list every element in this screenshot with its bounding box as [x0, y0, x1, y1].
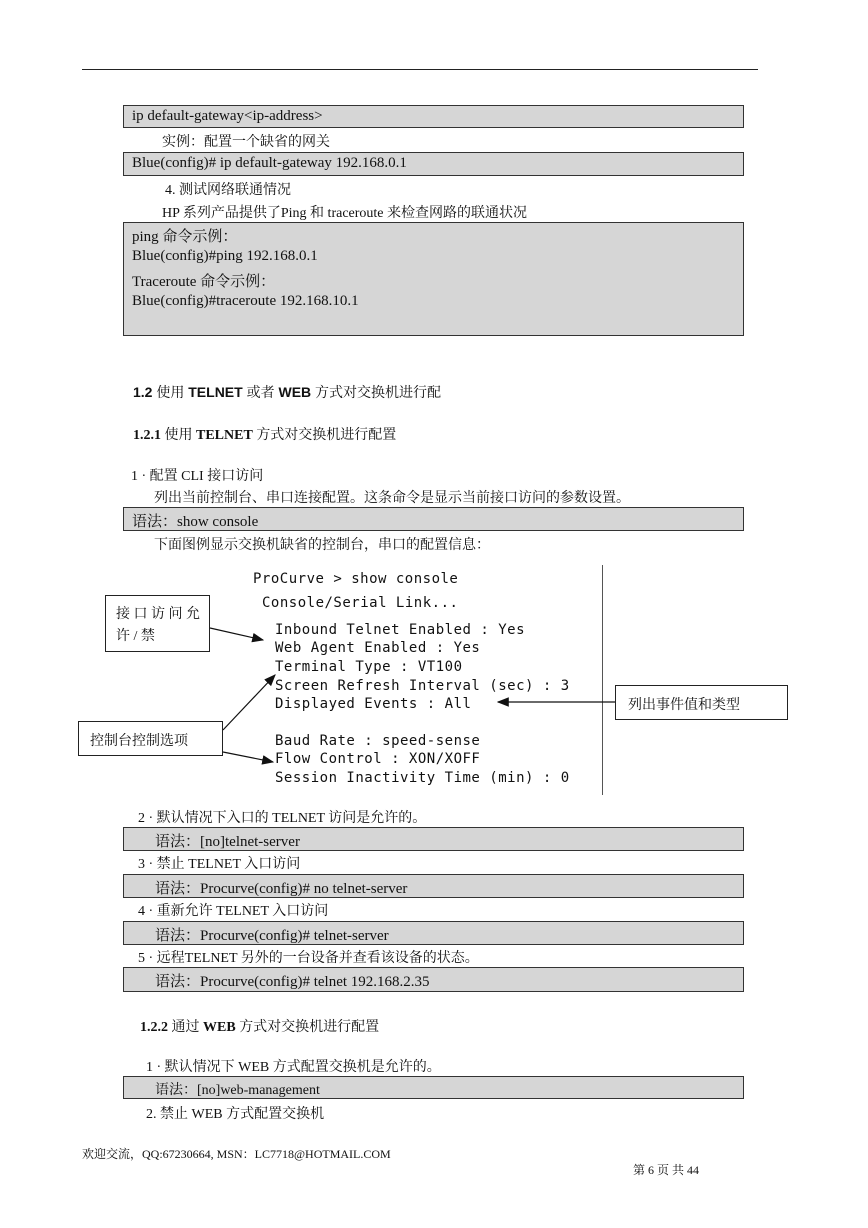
step-heading: 4. 测试网络联通情况: [165, 183, 291, 198]
arrow-console-down: [223, 752, 273, 762]
console-line: Baud Rate : speed-sense: [275, 733, 481, 749]
step-heading: 5 · 远程TELNET 另外的一台设备并查看该设备的状态。: [138, 951, 479, 966]
console-line: Flow Control : XON/XOFF: [275, 751, 481, 767]
console-line: Console/Serial Link...: [262, 595, 459, 611]
figure-divider: [602, 565, 603, 795]
code-line: ping 命令示例：: [132, 229, 238, 245]
footer-contact: 欢迎交流，QQ:67230664, MSN：LC7718@HOTMAIL.COM: [82, 1147, 391, 1161]
code-box-no-telnet: [123, 874, 744, 898]
paragraph: 列出当前控制台、串口连接配置。这条命令是显示当前接口访问的参数设置。: [154, 491, 630, 506]
code-box-gateway-example: [123, 152, 744, 176]
step-heading: 4 · 重新允许 TELNET 入口访问: [138, 904, 329, 919]
step-heading: 2 · 默认情况下入口的 TELNET 访问是允许的。: [138, 811, 427, 826]
step-heading: 3 · 禁止 TELNET 入口访问: [138, 857, 301, 872]
console-line: Inbound Telnet Enabled : Yes: [275, 622, 526, 638]
section-heading-1-2: 1.2 使用 TELNET 或者 WEB 方式对交换机进行配: [133, 384, 442, 400]
arrow-access: [210, 628, 263, 640]
paragraph: HP 系列产品提供了Ping 和 traceroute 来检查网路的联通状况: [162, 206, 528, 221]
code-box-telnet-remote: [123, 967, 744, 992]
step-heading: 1 · 默认情况下 WEB 方式配置交换机是允许的。: [146, 1060, 441, 1075]
code-box-show-console: [123, 507, 744, 531]
callout-events: 列出事件值和类型: [615, 685, 788, 720]
section-heading-1-2-2: 1.2.2 通过 WEB 方式对交换机进行配置: [140, 1020, 380, 1035]
code-box-web-management: [123, 1076, 744, 1099]
section-heading-1-2-1: 1.2.1 使用 TELNET 方式对交换机进行配置: [133, 428, 397, 443]
code-box-enable-telnet: [123, 921, 744, 945]
step-heading: 2. 禁止 WEB 方式配置交换机: [146, 1107, 325, 1122]
header-rule: [82, 69, 758, 70]
code-line: 语法：Procurve(config)# no telnet-server: [155, 881, 408, 897]
code-line: 语法：[no]web-management: [155, 1083, 320, 1098]
example-text: 实例：配置一个缺省的网关: [162, 135, 330, 150]
code-box-gateway-syntax: [123, 105, 744, 128]
paragraph: 下面图例显示交换机缺省的控制台，串口的配置信息：: [154, 538, 490, 553]
console-line: Web Agent Enabled : Yes: [275, 640, 481, 656]
page-number: 第 6 页 共 44: [633, 1163, 700, 1177]
console-line: ProCurve > show console: [253, 571, 459, 587]
callout-access: 接 口 访 问 允 许 / 禁: [105, 595, 210, 652]
code-line: 语法：show console: [132, 514, 259, 530]
code-box-ping: [123, 222, 744, 336]
callout-console-options: 控制台控制选项: [78, 721, 223, 756]
console-line: Displayed Events : All: [275, 696, 472, 712]
console-line: Screen Refresh Interval (sec) : 3: [275, 678, 570, 694]
code-line: 语法：[no]telnet-server: [155, 834, 300, 850]
step-heading: 1 · 配置 CLI 接口访问: [131, 469, 264, 484]
code-line: ip default-gateway<ip-address>: [132, 108, 323, 124]
code-box-telnet-server: [123, 827, 744, 851]
console-line: Session Inactivity Time (min) : 0: [275, 770, 570, 786]
console-line: Terminal Type : VT100: [275, 659, 463, 675]
code-line: Blue(config)# ip default-gateway 192.168.0.1: [132, 155, 407, 171]
code-line: Traceroute 命令示例：: [132, 274, 276, 290]
code-line: Blue(config)#traceroute 192.168.10.1: [132, 293, 359, 309]
code-line: 语法：Procurve(config)# telnet 192.168.2.35: [155, 974, 430, 990]
code-line: 语法：Procurve(config)# telnet-server: [155, 928, 389, 944]
code-line: Blue(config)#ping 192.168.0.1: [132, 248, 318, 264]
arrow-console-up: [223, 675, 275, 730]
